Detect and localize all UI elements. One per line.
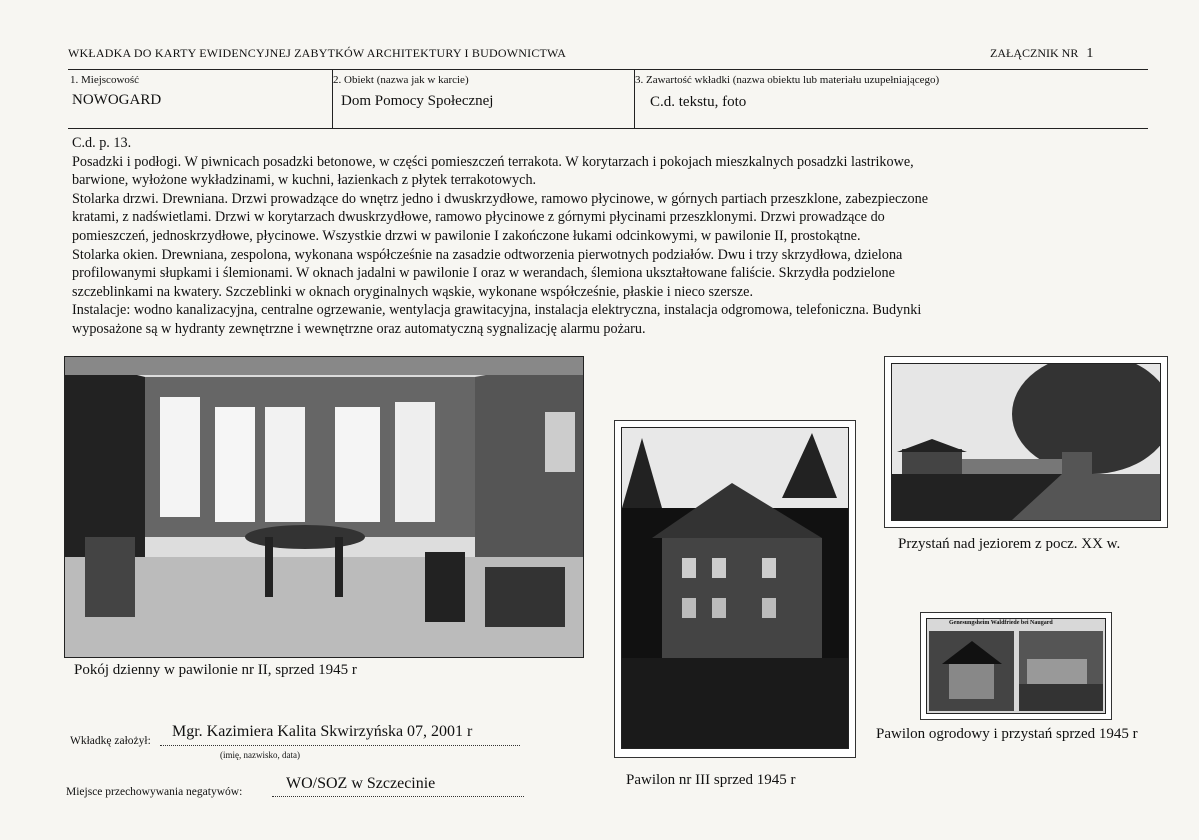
caption-pavilion-iii: Pawilon nr III sprzed 1945 r [626, 772, 796, 788]
photo-postcard-frame [920, 612, 1112, 720]
document-title: WKŁADKA DO KARTY EWIDENCYJNEJ ZABYTKÓW ARCHITEKTURY I BUDOWNICTWA [68, 46, 567, 60]
caption-harbour: Przystań nad jeziorem z pocz. XX w. [898, 536, 1121, 552]
photo-pavilion-frame [614, 420, 856, 758]
photo-harbour [891, 363, 1161, 521]
text-line: Instalacje: wodno kanalizacyjna, centralne ogrzewanie, wentylacja grawitacyjna, instalacja elektryczna, instalacja odgromowa, telefoniczna. Budynki [72, 302, 922, 319]
photo-postcard [926, 618, 1106, 714]
text-line: szczeblinkami na kwatery. Szczeblinki w oknach oryginalnych wąskie, wykonane współcześnie, płaskie i nieco szersze. [72, 283, 754, 300]
text-line: Posadzki i podłogi. W piwnicach posadzki betonowe, w części pomieszczeń terrakota. W korytarzach i pokojach mieszkalnych posadzki lastrikowe, [72, 153, 914, 170]
postcard-inscription: Genesungsheim Waldfriede bei Naugard [949, 620, 1053, 626]
field-object-label: 2. Obiekt (nazwa jak w karcie) [333, 74, 469, 86]
author-dotted-line [160, 745, 520, 746]
field-object-value: Dom Pomocy Społecznej [341, 93, 494, 109]
text-line: profilowanymi słupkami i ślemionami. W oknach jadalni w pawilonie I oraz w werandach, ślemiona ukształtowane faliście. Skrzydła podzielone [72, 265, 895, 282]
storage-label: Miejsce przechowywania negatywów: [66, 786, 243, 798]
text-line: Stolarka drzwi. Drewniana. Drzwi prowadzące do wnętrz jedno i dwuskrzydłowe, ramowo płycinowe, w górnych partiach przeszklone, zabezpieczone [72, 190, 929, 207]
author-label: Wkładkę założył: [70, 735, 151, 747]
text-line: C.d. p. 13. [72, 135, 132, 151]
text-line: wyposażone są w hydranty zewnętrzne i wewnętrzne oraz automatyczną sygnalizację alarmu pożaru. [72, 320, 646, 337]
photo-pavilion-iii [621, 427, 849, 749]
field-contents-value: C.d. tekstu, foto [650, 94, 747, 110]
author-value: Mgr. Kazimiera Kalita Skwirzyńska 07, 2001 r [172, 723, 473, 740]
text-line: Stolarka okien. Drewniana, zespolona, wykonana współcześnie na zasadzie odtworzenia pierwotnych podziałów. Dwu i trzy skrzydłowa, dzielona [72, 246, 903, 263]
field-contents-label: 3. Zawartość wkładki (nazwa obiektu lub materiału uzupełniającego) [635, 74, 940, 86]
attachment-number [990, 46, 1093, 62]
author-hint: (imię, nazwisko, data) [220, 750, 300, 760]
storage-dotted-line [272, 796, 524, 797]
attachment-label: ZAŁĄCZNIK NR [990, 46, 1079, 60]
description-text [72, 134, 1117, 339]
text-line: kratami, z nadświetlami. Drzwi w korytarzach dwuskrzydłowe, ramowo płycinowe z górnymi płycinami przeszklonymi. Drzwi prowadzące do [72, 209, 885, 226]
text-line: barwione, wyłożone wykładzinami, w kuchni, łazienkach z płytek terrakotowych. [72, 172, 537, 189]
form-top-rule [68, 69, 1148, 70]
field-location-value: NOWOGARD [72, 92, 162, 108]
form-bottom-rule [68, 128, 1148, 129]
caption-postcard: Pawilon ogrodowy i przystań sprzed 1945 r [876, 726, 1138, 742]
field-location-label: 1. Miejscowość [70, 74, 140, 86]
photo-harbour-frame [884, 356, 1168, 528]
text-line: pomieszczeń, jednoskrzydłowe, płycinowe. Wszystkie drzwi w pawilonie I zakończone łukami odcinkowymi, w pawilonie II, prostokątne. [72, 227, 861, 244]
photo-day-room [64, 356, 584, 658]
attachment-number-value: 1 [1086, 46, 1094, 61]
storage-value: WO/SOZ w Szczecinie [286, 775, 436, 792]
caption-day-room: Pokój dzienny w pawilonie nr II, sprzed 1945 r [74, 662, 357, 678]
